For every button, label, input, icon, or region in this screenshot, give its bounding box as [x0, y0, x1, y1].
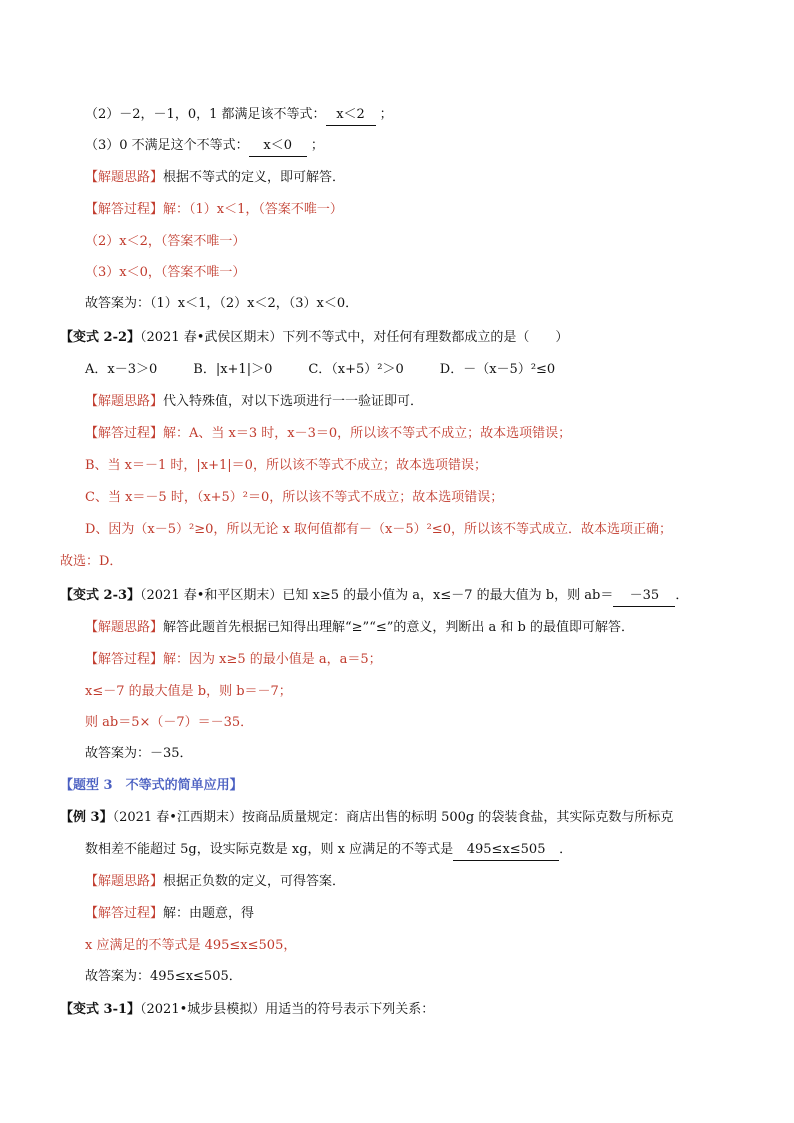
text-segment: 【解题思路】: [85, 620, 164, 635]
text-segment: 【解答过程】: [85, 202, 164, 217]
text-segment: B．|x+1|＞0: [193, 362, 273, 377]
text-line-l2: [85, 136, 324, 157]
text-segment: 【解答过程】: [85, 906, 164, 921]
text-line-l13: [85, 488, 503, 508]
text-line-l5: [85, 232, 245, 252]
answer-blank: －35: [613, 586, 675, 607]
text-segment: 【题型 3 不等式的简单应用】: [60, 778, 243, 793]
text-segment: 数相差不能超过 5g，设实际克数是 xg，则 x 应满足的不等式是: [85, 842, 454, 857]
text-line-l16: [60, 586, 688, 607]
text-segment: C．（x+5）²＞0: [308, 362, 404, 377]
text-line-l21: [85, 744, 193, 764]
text-line-l8: [60, 328, 568, 348]
text-segment: 【解答过程】: [85, 652, 164, 667]
text-segment: ．: [675, 588, 689, 603]
text-segment: 根据不等式的定义，即可解答．: [163, 170, 346, 185]
text-segment: 【解答过程】: [85, 426, 164, 441]
text-segment: x 应满足的不等式是 495≤x≤505，: [85, 938, 297, 953]
text-segment: 解：因为 x≥5 的最小值是 a，a＝5；: [163, 652, 382, 667]
text-segment: 解：（1）x＜1，（答案不唯一）: [163, 202, 343, 217]
text-segment: （2）－2，－1，0，1 都满足该不等式：: [85, 107, 326, 122]
text-segment: 则 ab＝5×（－7）＝－35．: [85, 715, 254, 730]
text-segment: （2021 春•江西期末）按商品质量规定：商店出售的标明 500g 的袋装食盐，其实际克数与所标克: [112, 810, 674, 825]
text-segment: （2021 春•和平区期末）已知 x≥5 的最小值为 a，x≤－7 的最大值为 b，则 ab＝: [140, 588, 614, 603]
text-line-l19: [85, 682, 292, 702]
text-segment: （3）0 不满足这个不等式：: [85, 138, 249, 153]
text-segment: 解：由题意，得: [163, 906, 255, 921]
text-segment: 【变式 3-1】: [60, 1002, 141, 1017]
text-line-l20: [85, 713, 253, 733]
text-segment: ；: [306, 138, 324, 153]
text-line-l18: [85, 650, 382, 670]
text-segment: 故答案为：495≤x≤505．: [85, 969, 242, 984]
text-line-l14: [85, 520, 672, 540]
text-segment: 代入特殊值，对以下选项进行一一验证即可．: [163, 394, 424, 409]
text-line-l17: [85, 618, 634, 638]
text-line-l6: [85, 263, 245, 283]
text-line-l10: [85, 392, 423, 412]
text-segment: （2）x＜2，（答案不唯一）: [85, 234, 246, 249]
text-line-l28: [85, 967, 242, 987]
text-segment: （2021•城步县模拟）用适当的符号表示下列关系：: [140, 1002, 435, 1017]
text-line-l1: [85, 105, 393, 126]
text-line-l25: [85, 872, 345, 892]
text-segment: 故答案为：（1）x＜1，（2）x＜2，（3）x＜0．: [85, 296, 359, 311]
text-segment: （2021 春•武侯区期末）下列不等式中，对任何有理数都成立的是（ ）: [140, 330, 569, 345]
text-line-l26: [85, 904, 254, 924]
text-line-l22: [60, 776, 243, 796]
text-line-l9: [85, 360, 555, 380]
text-line-l7: [85, 294, 358, 314]
text-segment: 【解题思路】: [85, 394, 164, 409]
answer-blank: 495≤x≤505: [453, 840, 559, 861]
text-segment: 解：A、当 x＝3 时，x－3＝0，所以该不等式不成立；故本选项错误；: [163, 426, 572, 441]
text-segment: 故答案为：－35．: [85, 746, 193, 761]
text-segment: 故选：D．: [60, 554, 123, 569]
text-segment: 【解题思路】: [85, 170, 164, 185]
text-segment: （3）x＜0，（答案不唯一）: [85, 265, 246, 280]
text-line-l23: [60, 808, 673, 828]
text-segment: B、当 x＝－1 时，|x+1|＝0，所以该不等式不成立；故本选项错误；: [85, 458, 487, 473]
text-segment: C、当 x＝－5 时，（x+5）²＝0，所以该不等式不成立；故本选项错误；: [85, 490, 504, 505]
answer-blank: x＜2: [326, 105, 376, 126]
text-segment: 【解题思路】: [85, 874, 164, 889]
text-segment: 【变式 2-3】: [60, 588, 141, 603]
text-line-l11: [85, 424, 571, 444]
text-segment: 【例 3】: [60, 810, 113, 825]
text-line-l4: [85, 200, 343, 220]
answer-blank: x＜0: [249, 136, 307, 157]
text-line-l12: [85, 456, 487, 476]
text-segment: 【变式 2-2】: [60, 330, 141, 345]
text-segment: D．－（x－5）²≤0: [439, 362, 556, 377]
text-segment: ；: [375, 107, 393, 122]
text-line-l27: [85, 936, 296, 956]
text-line-l24: [85, 840, 572, 861]
text-line-l15: [60, 552, 122, 572]
text-segment: A．x－3＞0: [85, 362, 158, 377]
text-line-l3: [85, 168, 345, 188]
text-segment: 解答此题首先根据已知得出理解“≥”“≤”的意义，判断出 a 和 b 的最值即可解答．: [163, 620, 634, 635]
text-segment: 根据正负数的定义，可得答案．: [163, 874, 346, 889]
text-segment: ．: [559, 842, 573, 857]
text-segment: D、因为（x－5）²≥0，所以无论 x 取何值都有－（x－5）²≤0，所以该不等式成立．故本选项正确；: [85, 522, 672, 537]
text-segment: x≤－7 的最大值是 b，则 b＝－7；: [85, 684, 292, 699]
text-line-l29: [60, 1000, 434, 1020]
